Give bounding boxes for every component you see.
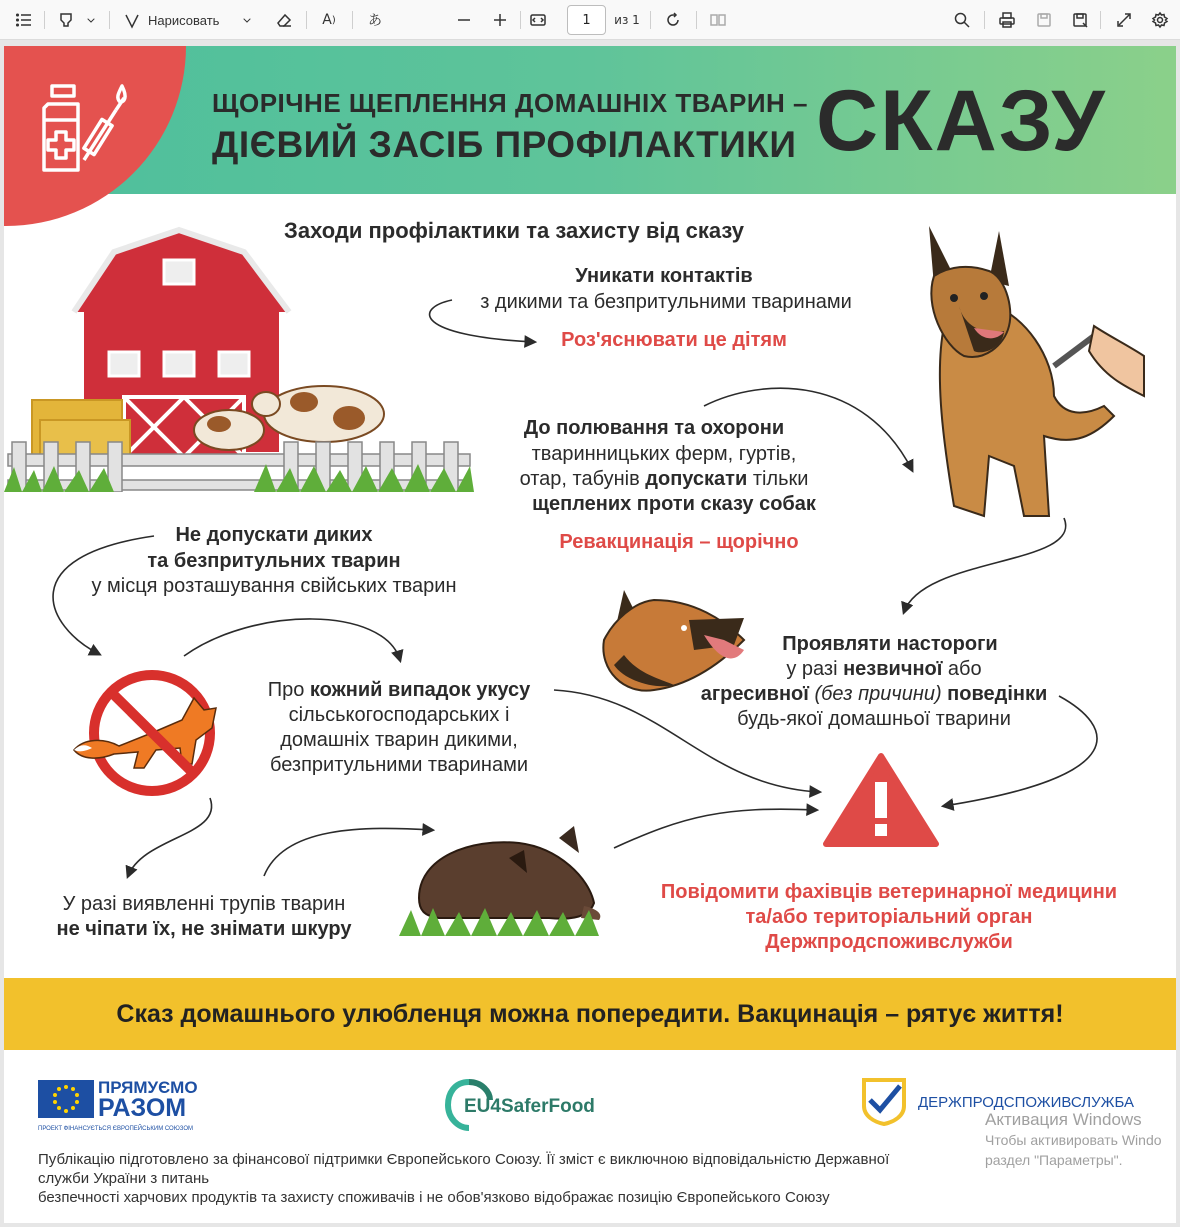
page-count: из 1 <box>614 13 640 27</box>
eu-logo-line2: РАЗОМ <box>98 1094 187 1122</box>
page-number-input[interactable] <box>567 5 606 35</box>
block1-text: з дикими та безпритульними тваринами <box>480 291 852 313</box>
save-icon[interactable] <box>1032 0 1056 40</box>
block1-red-text: Роз'яснювати це дітям <box>561 329 787 351</box>
eu-logo-line1: ПРЯМУЄМО <box>98 1078 198 1097</box>
block2-line4: щеплених проти сказу собак <box>532 493 816 515</box>
block5-heading: Проявляти настороги <box>782 633 998 655</box>
eu-logo-caption: ПРОЕКТ ФІНАНСУЄТЬСЯ ЄВРОПЕЙСЬКИМ СОЮЗОМ <box>38 1126 194 1132</box>
block2-line3: отар, табунів допускати тільки <box>519 468 809 490</box>
header-title-line1: ЩОРІЧНЕ ЩЕПЛЕННЯ ДОМАШНІХ ТВАРИН – <box>212 88 808 118</box>
chevron-down-icon[interactable] <box>82 0 100 40</box>
block7-line3: Держпродспоживслужби <box>765 931 1013 953</box>
draw-icon[interactable] <box>120 0 144 40</box>
eu4saferfood-logo <box>444 1078 624 1134</box>
footer-line2: безпечності харчових продуктів та захисту споживачів і не обов'язково відображає позицію Європейського Союзу <box>38 1189 830 1206</box>
dps-shield-icon <box>860 1076 908 1126</box>
chevron-down-icon[interactable] <box>238 0 256 40</box>
two-page-view-icon[interactable] <box>706 0 730 40</box>
arrow-9 <box>264 828 432 876</box>
zoom-out-icon[interactable] <box>452 0 476 40</box>
save-as-icon[interactable] <box>1068 0 1092 40</box>
read-aloud-icon[interactable]: A ) <box>322 12 336 28</box>
print-icon[interactable] <box>995 0 1019 40</box>
arrow-2 <box>704 388 912 470</box>
arrow-5 <box>184 619 400 660</box>
draw-button[interactable]: Нарисовать <box>148 12 220 28</box>
pdf-page <box>4 46 1176 1223</box>
settings-gear-icon[interactable] <box>1148 0 1172 40</box>
contents-list-icon[interactable] <box>12 0 36 40</box>
fullscreen-icon[interactable] <box>1112 0 1136 40</box>
pdf-toolbar <box>0 0 1180 40</box>
zoom-in-icon[interactable] <box>488 0 512 40</box>
section-title: Заходи профілактики та захисту від сказу <box>284 218 744 243</box>
arrow-10 <box>614 809 816 848</box>
eu-flag-icon <box>38 1080 94 1118</box>
eu-logo <box>38 1078 208 1138</box>
block5-line4: будь-якої домашньої тварини <box>737 708 1011 730</box>
block5-line2: у разі незвичної або <box>786 658 982 680</box>
block6-text: У разі виявленні трупів тварин <box>62 893 346 915</box>
windows-activation-watermark <box>985 1110 1162 1170</box>
rotate-icon[interactable] <box>660 0 686 40</box>
block2-heading: До полювання та охорони <box>523 417 785 439</box>
banner-text: Сказ домашнього улюбленця можна попередити. Вакцинація – рятує життя! <box>116 1000 1064 1028</box>
flow-arrows <box>4 46 1176 976</box>
translate-icon[interactable]: あ <box>368 13 382 29</box>
header-title-big: СКАЗУ <box>816 73 1107 169</box>
watermark-line2: Чтобы активировать Windo <box>985 1132 1162 1148</box>
block2-red-text: Ревакцинація – щорічно <box>559 531 799 553</box>
header-title-line2: ДІЄВИЙ ЗАСІБ ПРОФІЛАКТИКИ <box>212 124 797 165</box>
block7-line1: Повідомити фахівців ветеринарної медицини <box>660 881 1118 903</box>
block5-line3: агресивної (без причини) поведінки <box>700 683 1048 705</box>
block6-bold-text: не чіпати їх, не знімати шкуру <box>56 918 352 940</box>
block2-line2: тваринницьких ферм, гуртів, <box>531 443 797 465</box>
block4-line4: безпритульними тваринами <box>269 754 528 776</box>
highlight-icon[interactable] <box>54 0 78 40</box>
arrow-8 <box>128 798 212 876</box>
block4-line2: сільськогосподарських і <box>288 704 510 726</box>
block3-text: у місця розташування свійських тварин <box>91 575 457 597</box>
arrow-7 <box>944 696 1097 806</box>
footer-disclaimer <box>38 1150 938 1207</box>
footer-line1: Публікацію підготовлено за фінансової підтримки Європейського Союзу. Її зміст є виключною відповідальністю Державної служби України з питань <box>38 1151 890 1187</box>
watermark-line3: раздел "Параметры". <box>985 1152 1123 1168</box>
block4-line3: домашніх тварин дикими, <box>280 729 518 751</box>
dps-logo-text: ДЕРЖПРОДСПОЖИВСЛУЖБА <box>918 1094 1134 1111</box>
bottom-banner <box>4 978 1176 1050</box>
block1-heading: Уникати контактів <box>575 265 753 287</box>
arrow-4 <box>53 536 154 654</box>
watermark-title: Активация Windows <box>985 1110 1142 1129</box>
arrow-6 <box>554 690 819 792</box>
eu4saferfood-text: EU4SaferFood <box>464 1096 595 1117</box>
block7-line2: та/або територіальний орган <box>745 906 1033 928</box>
arrow-3 <box>904 518 1066 612</box>
search-icon[interactable] <box>950 0 974 40</box>
block4-heading: Про кожний випадок укусу <box>267 679 531 701</box>
block3-heading-2: та безпритульних тварин <box>147 550 401 572</box>
fit-page-icon[interactable] <box>526 0 550 40</box>
eraser-icon[interactable] <box>272 0 296 40</box>
arrow-1 <box>430 300 534 342</box>
block3-heading: Не допускати диких <box>175 524 373 546</box>
